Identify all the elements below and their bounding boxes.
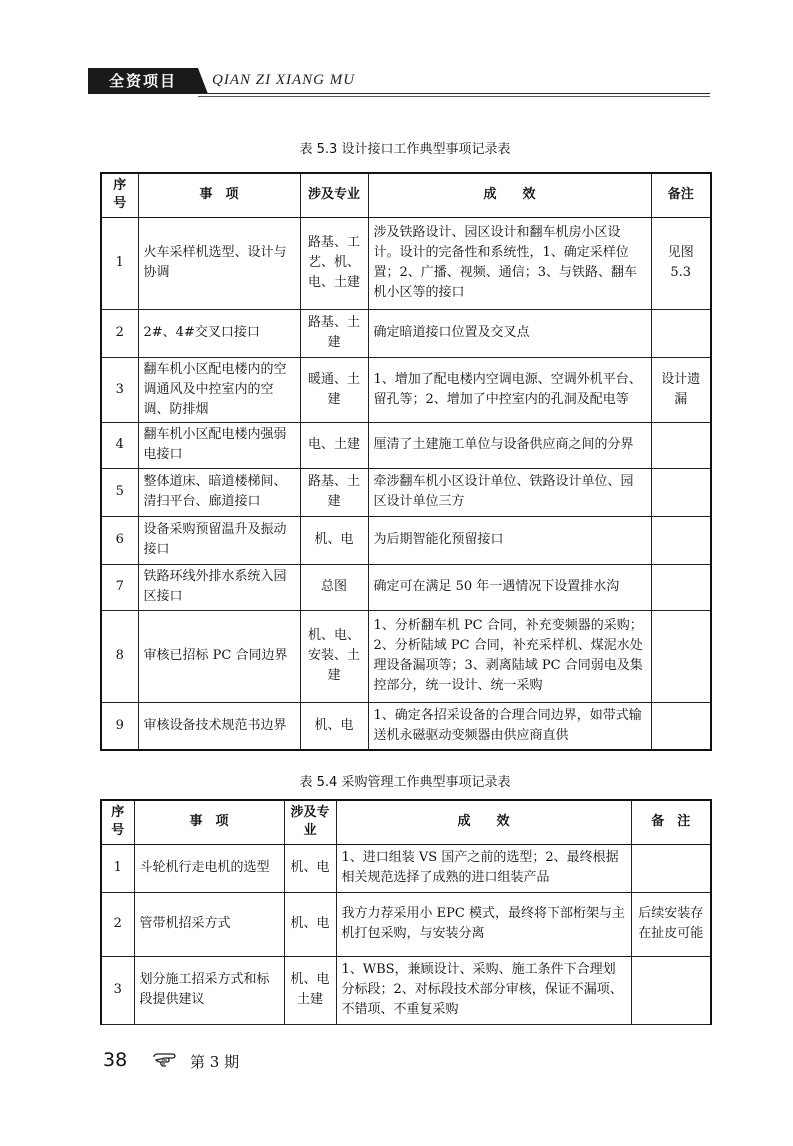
row-no: 2 — [101, 892, 134, 956]
row-remark — [651, 516, 711, 564]
row-specialty: 路基、土建 — [300, 468, 368, 516]
table-row — [101, 610, 711, 702]
table-row — [101, 309, 711, 357]
row-effect: 1、分析翻车机 PC 合同，补充变频器的采购；2、分析陆域 PC 合同，补充采样机、煤泥水处理设备漏项等；3、剥离陆域 PC 合同弱电及集控部分，统一设计、统一采购 — [368, 610, 651, 702]
row-item: 翻车机小区配电楼内的空调通风及中控室内的空调、防排烟 — [138, 357, 300, 422]
row-effect: 厘清了土建施工单位与设备供应商之间的分界 — [368, 422, 651, 468]
row-specialty: 机、电 — [284, 844, 336, 892]
row-no: 3 — [101, 956, 134, 1024]
table1-header-row — [101, 173, 711, 217]
row-no: 4 — [101, 422, 138, 468]
table2-header-row — [101, 800, 711, 844]
row-remark — [651, 422, 711, 468]
row-effect: 确定暗道接口位置及交叉点 — [368, 309, 651, 357]
table2-header-specialty: 涉及专业 — [284, 800, 336, 844]
row-remark — [631, 844, 711, 892]
row-specialty: 电、土建 — [300, 422, 368, 468]
row-no: 5 — [101, 468, 138, 516]
table1-header-specialty: 涉及专业 — [300, 173, 368, 217]
row-no: 7 — [101, 564, 138, 610]
issue-label: 第 3 期 — [190, 1053, 240, 1071]
table1-header-remark: 备注 — [651, 173, 711, 217]
row-specialty: 路基、土建 — [300, 309, 368, 357]
row-specialty: 机、电 — [300, 516, 368, 564]
table-row — [101, 422, 711, 468]
row-effect: 确定可在满足 50 年一遇情况下设置排水沟 — [368, 564, 651, 610]
table-row — [101, 844, 711, 892]
row-specialty: 机、电 — [284, 892, 336, 956]
row-item: 整体道床、暗道楼梯间、清扫平台、廊道接口 — [138, 468, 300, 516]
table1 — [100, 172, 712, 751]
table1-header-no: 序号 — [101, 173, 138, 217]
row-specialty: 机、电、安装、土建 — [300, 610, 368, 702]
row-remark: 见图 5.3 — [651, 217, 711, 309]
row-item: 斗轮机行走电机的选型 — [134, 844, 284, 892]
row-item: 审核已招标 PC 合同边界 — [138, 610, 300, 702]
table2 — [100, 799, 712, 1025]
row-specialty: 机、电土建 — [284, 956, 336, 1024]
table2-caption: 表 5.4 采购管理工作典型事项记录表 — [299, 775, 511, 790]
row-no: 6 — [101, 516, 138, 564]
row-remark — [651, 564, 711, 610]
row-no: 8 — [101, 610, 138, 702]
row-effect: 1、增加了配电楼内空调电源、空调外机平台、留孔等；2、增加了中控室内的孔洞及配电等 — [368, 357, 651, 422]
table-row — [101, 357, 711, 422]
row-effect: 为后期智能化预留接口 — [368, 516, 651, 564]
row-specialty: 机、电 — [300, 702, 368, 750]
table2-header-item: 事 项 — [134, 800, 284, 844]
row-effect: 1、WBS，兼顾设计、采购、施工条件下合理划分标段；2、对标段技术部分审核，保证不漏项、不错项、不重复采购 — [336, 956, 631, 1024]
row-item: 划分施工招采方式和标段提供建议 — [134, 956, 284, 1024]
row-remark — [651, 702, 711, 750]
row-remark: 设计遗漏 — [651, 357, 711, 422]
row-remark — [631, 956, 711, 1024]
table-row — [101, 217, 711, 309]
section-badge: 全资项目 — [88, 68, 198, 94]
running-header — [88, 62, 710, 96]
row-effect: 我方力荐采用小 EPC 模式，最终将下部桁架与主机打包采购，与安装分离 — [336, 892, 631, 956]
row-specialty: 总图 — [300, 564, 368, 610]
table1-caption: 表 5.3 设计接口工作典型事项记录表 — [299, 142, 511, 157]
row-item: 设备采购预留温升及振动接口 — [138, 516, 300, 564]
row-item: 管带机招采方式 — [134, 892, 284, 956]
page-number: 38 — [103, 1049, 128, 1071]
section-subtitle: QIAN ZI XIANG MU — [212, 72, 356, 88]
row-no: 2 — [101, 309, 138, 357]
row-no: 1 — [101, 844, 134, 892]
table-row — [101, 702, 711, 750]
table-row — [101, 468, 711, 516]
row-item: 翻车机小区配电楼内强弱电接口 — [138, 422, 300, 468]
table-row — [101, 956, 711, 1024]
row-effect: 牵涉翻车机小区设计单位、铁路设计单位、园区设计单位三方 — [368, 468, 651, 516]
row-no: 9 — [101, 702, 138, 750]
row-specialty: 路基、工艺、机、电、土建 — [300, 217, 368, 309]
header-rule — [198, 93, 710, 94]
row-item: 火车采样机选型、设计与协调 — [138, 217, 300, 309]
row-remark — [651, 610, 711, 702]
row-no: 3 — [101, 357, 138, 422]
row-remark — [651, 309, 711, 357]
row-effect: 1、进口组装 VS 国产之前的选型；2、最终根据相关规范选择了成熟的进口组装产品 — [336, 844, 631, 892]
row-remark — [651, 468, 711, 516]
table-row — [101, 516, 711, 564]
pointing-hand-icon — [152, 1051, 178, 1069]
row-item: 审核设备技术规范书边界 — [138, 702, 300, 750]
table-row — [101, 892, 711, 956]
row-remark: 后续安装存在扯皮可能 — [631, 892, 711, 956]
row-effect: 1、确定各招采设备的合理合同边界，如带式输送机永磁驱动变频器由供应商直供 — [368, 702, 651, 750]
row-item: 2#、4#交叉口接口 — [138, 309, 300, 357]
table-row — [101, 564, 711, 610]
row-effect: 涉及铁路设计、园区设计和翻车机房小区设计。设计的完备性和系统性，1、确定采样位置；2、广播、视频、通信；3、与铁路、翻车机小区等的接口 — [368, 217, 651, 309]
header-rule-thin — [198, 96, 710, 97]
table2-header-no: 序号 — [101, 800, 134, 844]
table1-header-item: 事 项 — [138, 173, 300, 217]
table2-header-remark: 备 注 — [631, 800, 711, 844]
table1-header-effect: 成 效 — [368, 173, 651, 217]
table2-header-effect: 成 效 — [336, 800, 631, 844]
row-item: 铁路环线外排水系统入园区接口 — [138, 564, 300, 610]
row-no: 1 — [101, 217, 138, 309]
row-specialty: 暖通、土建 — [300, 357, 368, 422]
